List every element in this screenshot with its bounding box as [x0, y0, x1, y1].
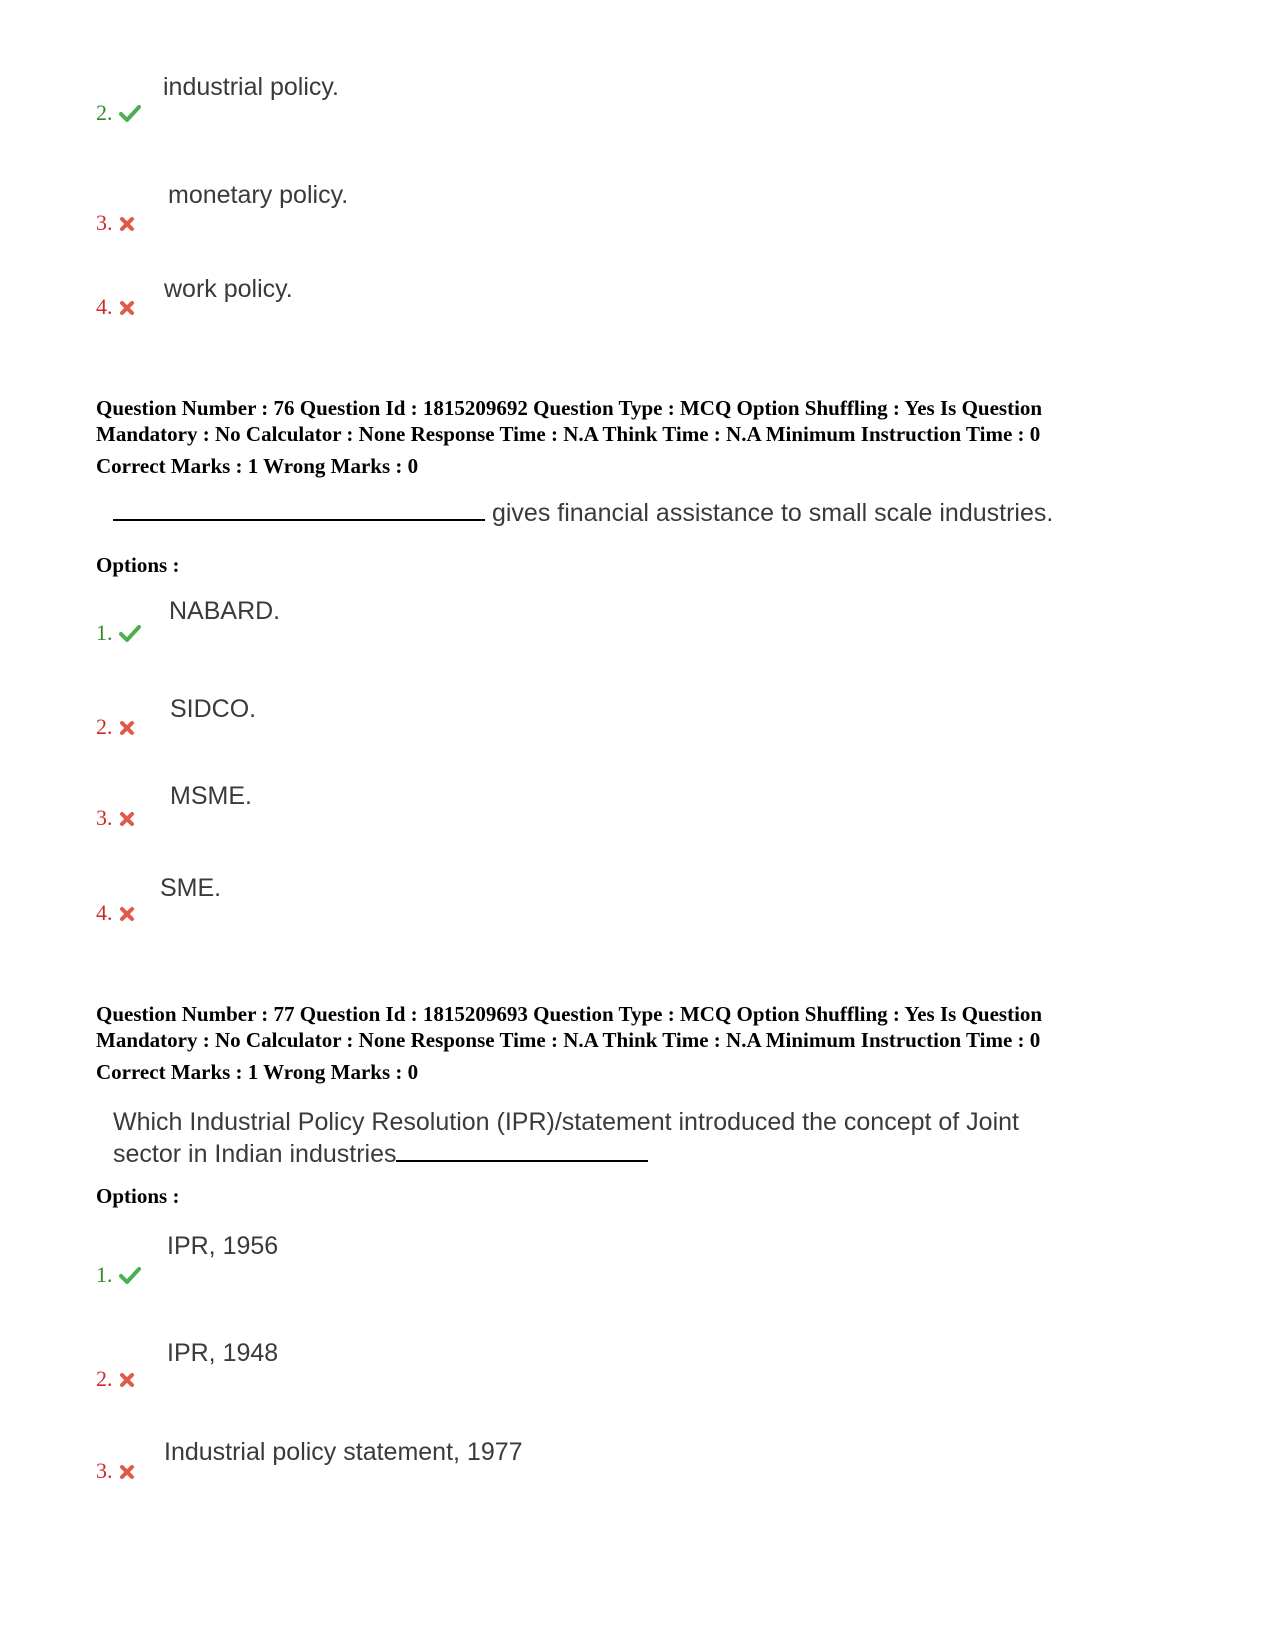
- cross-icon: [119, 1462, 135, 1484]
- option-text: monetary policy.: [168, 181, 349, 209]
- question-meta-line: Question Number : 76 Question Id : 1815209692 Question Type : MCQ Option Shuffling : Yes Is Question: [96, 396, 1043, 420]
- question-meta-line: Mandatory : No Calculator : None Response Time : N.A Think Time : N.A Minimum Instruction Time : 0: [96, 1028, 1041, 1052]
- option-number: [96, 902, 135, 926]
- option-text: Industrial policy statement, 1977: [164, 1438, 523, 1466]
- check-icon: [119, 1266, 141, 1288]
- option-number: [96, 296, 135, 320]
- option-number-label: 2.: [96, 1366, 113, 1391]
- option-text: SME.: [160, 874, 222, 902]
- question-marks-line: Correct Marks : 1 Wrong Marks : 0: [96, 1060, 419, 1084]
- cross-icon: [119, 1370, 135, 1392]
- answer-blank: [113, 497, 485, 521]
- cross-icon: [119, 718, 135, 740]
- check-icon: [119, 104, 141, 126]
- option-number: [96, 102, 141, 126]
- option-number: [96, 1368, 135, 1392]
- option-number-label: 4.: [96, 900, 113, 925]
- question-text-label: sector in Indian industries: [113, 1140, 397, 1168]
- option-text: industrial policy.: [163, 73, 340, 101]
- option-text: IPR, 1956: [167, 1232, 279, 1260]
- question-meta-line: Mandatory : No Calculator : None Response Time : N.A Think Time : N.A Minimum Instruction Time : 0: [96, 422, 1041, 446]
- question-text-label: gives financial assistance to small scale industries.: [491, 499, 1054, 527]
- check-icon: [119, 624, 141, 646]
- question-meta-line: Question Number : 77 Question Id : 1815209693 Question Type : MCQ Option Shuffling : Yes Is Question: [96, 1002, 1043, 1026]
- question-text-line: [113, 1138, 648, 1170]
- question-marks-line: Correct Marks : 1 Wrong Marks : 0: [96, 454, 419, 478]
- options-label: Options :: [96, 1184, 180, 1208]
- option-number-label: 3.: [96, 210, 113, 235]
- option-number: [96, 622, 141, 646]
- cross-icon: [119, 214, 135, 236]
- option-number-label: 2.: [96, 100, 113, 125]
- option-number-label: 1.: [96, 1262, 113, 1287]
- option-text: work policy.: [164, 275, 293, 303]
- option-text: MSME.: [170, 782, 252, 810]
- question-text-line: Which Industrial Policy Resolution (IPR)/statement introduced the concept of Joint: [113, 1108, 1019, 1136]
- option-number-label: 4.: [96, 294, 113, 319]
- option-text: NABARD.: [169, 597, 281, 625]
- option-number: [96, 212, 135, 236]
- option-number-label: 3.: [96, 805, 113, 830]
- option-number-label: 2.: [96, 714, 113, 739]
- option-text: SIDCO.: [170, 695, 257, 723]
- option-number-label: 3.: [96, 1458, 113, 1483]
- question-text: [113, 497, 1053, 529]
- option-text: IPR, 1948: [167, 1339, 279, 1367]
- option-number: [96, 716, 135, 740]
- option-number: [96, 1264, 141, 1288]
- cross-icon: [119, 809, 135, 831]
- answer-blank: [396, 1138, 648, 1162]
- cross-icon: [119, 298, 135, 320]
- option-number: [96, 807, 135, 831]
- options-label: Options :: [96, 553, 180, 577]
- option-number: [96, 1460, 135, 1484]
- cross-icon: [119, 904, 135, 926]
- option-number-label: 1.: [96, 620, 113, 645]
